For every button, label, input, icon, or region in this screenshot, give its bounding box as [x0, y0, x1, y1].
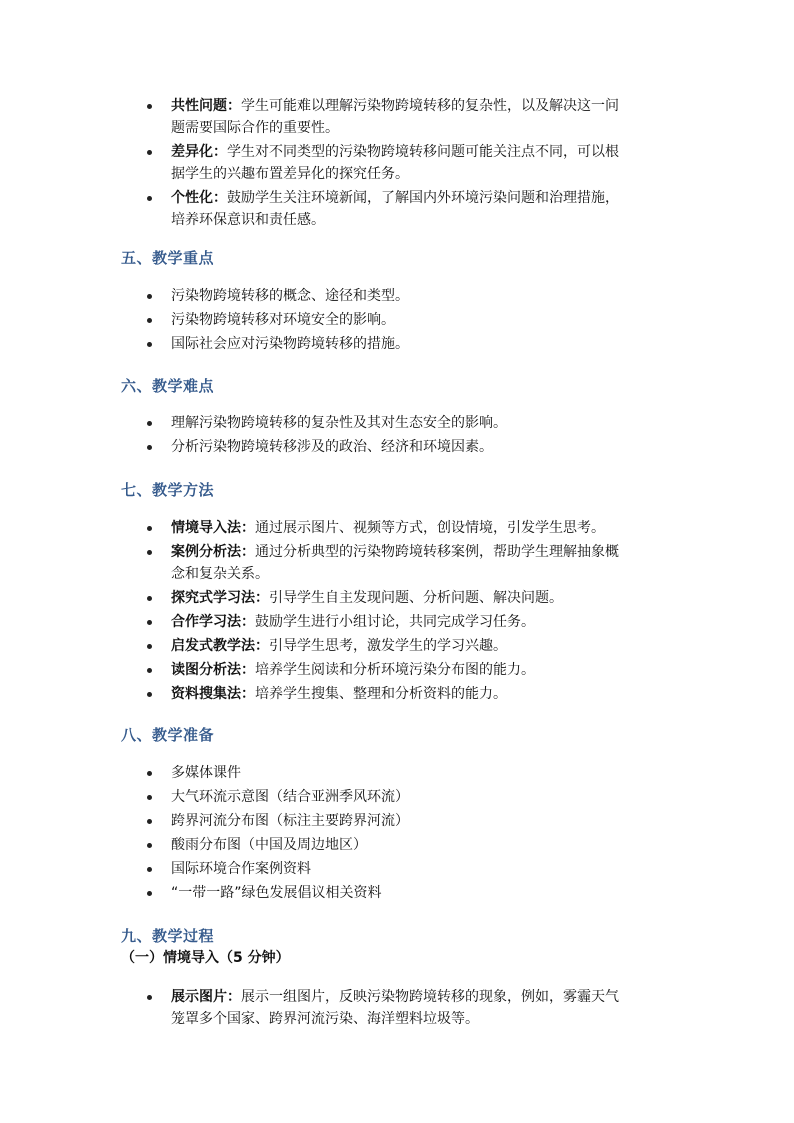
bullet-icon	[147, 421, 152, 426]
subsection-heading: （一）情境导入（5 分钟）	[121, 950, 290, 966]
item-text: 国际环境合作案例资料	[171, 861, 311, 877]
list-item	[0, 517, 794, 539]
item-continuation: 念和复杂关系。	[171, 566, 269, 582]
section-heading-preparation: 八、教学准备	[121, 726, 215, 744]
bullet-icon	[147, 550, 152, 555]
list-item	[0, 187, 794, 231]
bullet-icon	[147, 795, 152, 800]
item-text: 分析污染物跨境转移涉及的政治、经济和环境因素。	[171, 439, 493, 455]
item-text: 培养学生搜集、整理和分析资料的能力。	[255, 686, 507, 702]
list-item	[0, 541, 794, 585]
student-analysis-list	[0, 95, 794, 231]
bullet-icon	[147, 867, 152, 872]
item-text: 学生对不同类型的污染物跨境转移问题可能关注点不同，可以根	[227, 144, 619, 160]
item-term: 情境导入法：	[171, 520, 255, 536]
bullet-icon	[147, 526, 152, 531]
bullet-icon	[147, 294, 152, 299]
item-continuation: 培养环保意识和责任感。	[171, 212, 325, 228]
section-heading-process: 九、教学过程	[121, 927, 215, 945]
list-item	[0, 611, 794, 633]
list-item	[0, 762, 794, 784]
section-heading-difficulties: 六、教学难点	[121, 377, 215, 395]
list-item	[0, 285, 794, 307]
item-term: 共性问题：	[171, 98, 241, 114]
bullet-icon	[147, 596, 152, 601]
item-continuation: 题需要国际合作的重要性。	[171, 120, 339, 136]
list-item	[0, 309, 794, 331]
bullet-icon	[147, 620, 152, 625]
list-item	[0, 412, 794, 434]
bullet-icon	[147, 692, 152, 697]
item-text: 污染物跨境转移对环境安全的影响。	[171, 312, 395, 328]
item-text: “一带一路”绿色发展倡议相关资料	[171, 885, 382, 901]
process-list	[0, 986, 794, 1030]
list-item	[0, 882, 794, 904]
item-continuation: 笼罩多个国家、跨界河流污染、海洋塑料垃圾等。	[171, 1011, 479, 1027]
list-item	[0, 834, 794, 856]
bullet-icon	[147, 668, 152, 673]
item-text: 引导学生自主发现问题、分析问题、解决问题。	[269, 590, 563, 606]
item-text: 引导学生思考，激发学生的学习兴趣。	[269, 638, 507, 654]
bullet-icon	[147, 196, 152, 201]
item-text: 学生可能难以理解污染物跨境转移的复杂性，以及解决这一问	[241, 98, 619, 114]
bullet-icon	[147, 771, 152, 776]
item-term: 差异化：	[171, 144, 227, 160]
item-term: 展示图片：	[171, 989, 241, 1005]
item-text: 展示一组图片，反映污染物跨境转移的现象，例如，雾霾天气	[241, 989, 619, 1005]
item-term: 启发式教学法：	[171, 638, 269, 654]
bullet-icon	[147, 819, 152, 824]
methods-list	[0, 517, 794, 705]
difficulties-list	[0, 412, 794, 458]
list-item	[0, 141, 794, 185]
item-text: 通过展示图片、视频等方式，创设情境，引发学生思考。	[255, 520, 605, 536]
item-text: 大气环流示意图（结合亚洲季风环流）	[171, 789, 409, 805]
bullet-icon	[147, 342, 152, 347]
bullet-icon	[147, 318, 152, 323]
list-item	[0, 858, 794, 880]
item-term: 个性化：	[171, 190, 227, 206]
item-term: 读图分析法：	[171, 662, 255, 678]
item-text: 酸雨分布图（中国及周边地区）	[171, 837, 367, 853]
item-text: 培养学生阅读和分析环境污染分布图的能力。	[255, 662, 535, 678]
item-text: 跨界河流分布图（标注主要跨界河流）	[171, 813, 409, 829]
list-item	[0, 333, 794, 355]
item-continuation: 据学生的兴趣布置差异化的探究任务。	[171, 166, 409, 182]
list-item	[0, 683, 794, 705]
item-text: 污染物跨境转移的概念、途径和类型。	[171, 288, 409, 304]
item-text: 鼓励学生进行小组讨论，共同完成学习任务。	[255, 614, 535, 630]
list-item	[0, 659, 794, 681]
item-text: 理解污染物跨境转移的复杂性及其对生态安全的影响。	[171, 415, 507, 431]
bullet-icon	[147, 445, 152, 450]
item-text: 鼓励学生关注环境新闻，了解国内外环境污染问题和治理措施，	[227, 190, 619, 206]
bullet-icon	[147, 995, 152, 1000]
section-heading-methods: 七、教学方法	[121, 481, 215, 499]
list-item	[0, 635, 794, 657]
item-text: 多媒体课件	[171, 765, 241, 781]
list-item	[0, 587, 794, 609]
bullet-icon	[147, 150, 152, 155]
list-item	[0, 95, 794, 139]
list-item	[0, 436, 794, 458]
section-heading-key-points: 五、教学重点	[121, 249, 215, 267]
bullet-icon	[147, 843, 152, 848]
item-term: 资料搜集法：	[171, 686, 255, 702]
list-item	[0, 786, 794, 808]
list-item	[0, 810, 794, 832]
bullet-icon	[147, 104, 152, 109]
item-text: 国际社会应对污染物跨境转移的措施。	[171, 336, 409, 352]
item-text: 通过分析典型的污染物跨境转移案例，帮助学生理解抽象概	[255, 544, 619, 560]
bullet-icon	[147, 644, 152, 649]
list-item	[0, 986, 794, 1030]
item-term: 合作学习法：	[171, 614, 255, 630]
preparation-list	[0, 762, 794, 904]
item-term: 案例分析法：	[171, 544, 255, 560]
key-points-list	[0, 285, 794, 355]
item-term: 探究式学习法：	[171, 590, 269, 606]
bullet-icon	[147, 891, 152, 896]
